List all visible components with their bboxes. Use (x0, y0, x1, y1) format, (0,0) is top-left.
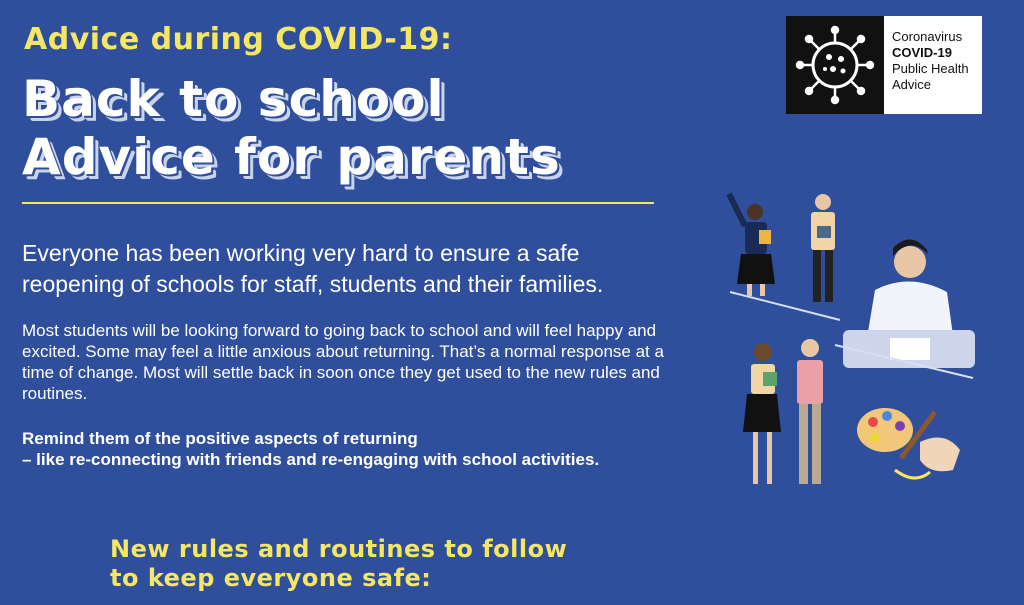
title-line-1: Back to school (22, 70, 445, 128)
kicker-heading: Advice during COVID-19: (24, 22, 453, 57)
page-title (22, 70, 561, 186)
badge-line-4: Advice (892, 77, 932, 92)
lead-paragraph: Everyone has been working very hard to ensure a safe reopening of schools for staff, students and their families. (22, 240, 604, 297)
rules-heading-line-2: to keep everyone safe: (110, 564, 432, 592)
body-paragraph: Most students will be looking forward to going back to school and will feel happy and excited. Some may feel a little anxious about returning. That’s a normal response at a time of change. Most will settle back in soon once they get used to the new rules and routines. (22, 321, 664, 403)
remind-suffix: – like re-connecting with friends and re-engaging with school activities. (22, 450, 600, 469)
paint-palette-icon (857, 408, 960, 478)
school-illustration (715, 180, 1015, 500)
rules-heading (110, 535, 567, 593)
badge-line-3: Public Health (892, 61, 969, 76)
badge-text (884, 16, 969, 114)
students-standing-illustration (743, 339, 823, 484)
coronavirus-icon (786, 16, 884, 114)
rules-heading-line-1: New rules and routines to follow (110, 535, 568, 563)
divider (22, 202, 654, 204)
title-line-2: Advice for parents (22, 128, 561, 186)
badge-line-1: Coronavirus (892, 29, 963, 44)
remind-paragraph (22, 428, 682, 470)
covid-advice-badge (786, 16, 982, 114)
desk-student-illustration (835, 239, 975, 378)
badge-line-2: COVID-19 (892, 45, 952, 60)
remind-prefix: Remind them of the (22, 429, 186, 448)
students-waving-illustration (729, 194, 840, 320)
remind-strong: positive aspects of returning (185, 429, 418, 448)
